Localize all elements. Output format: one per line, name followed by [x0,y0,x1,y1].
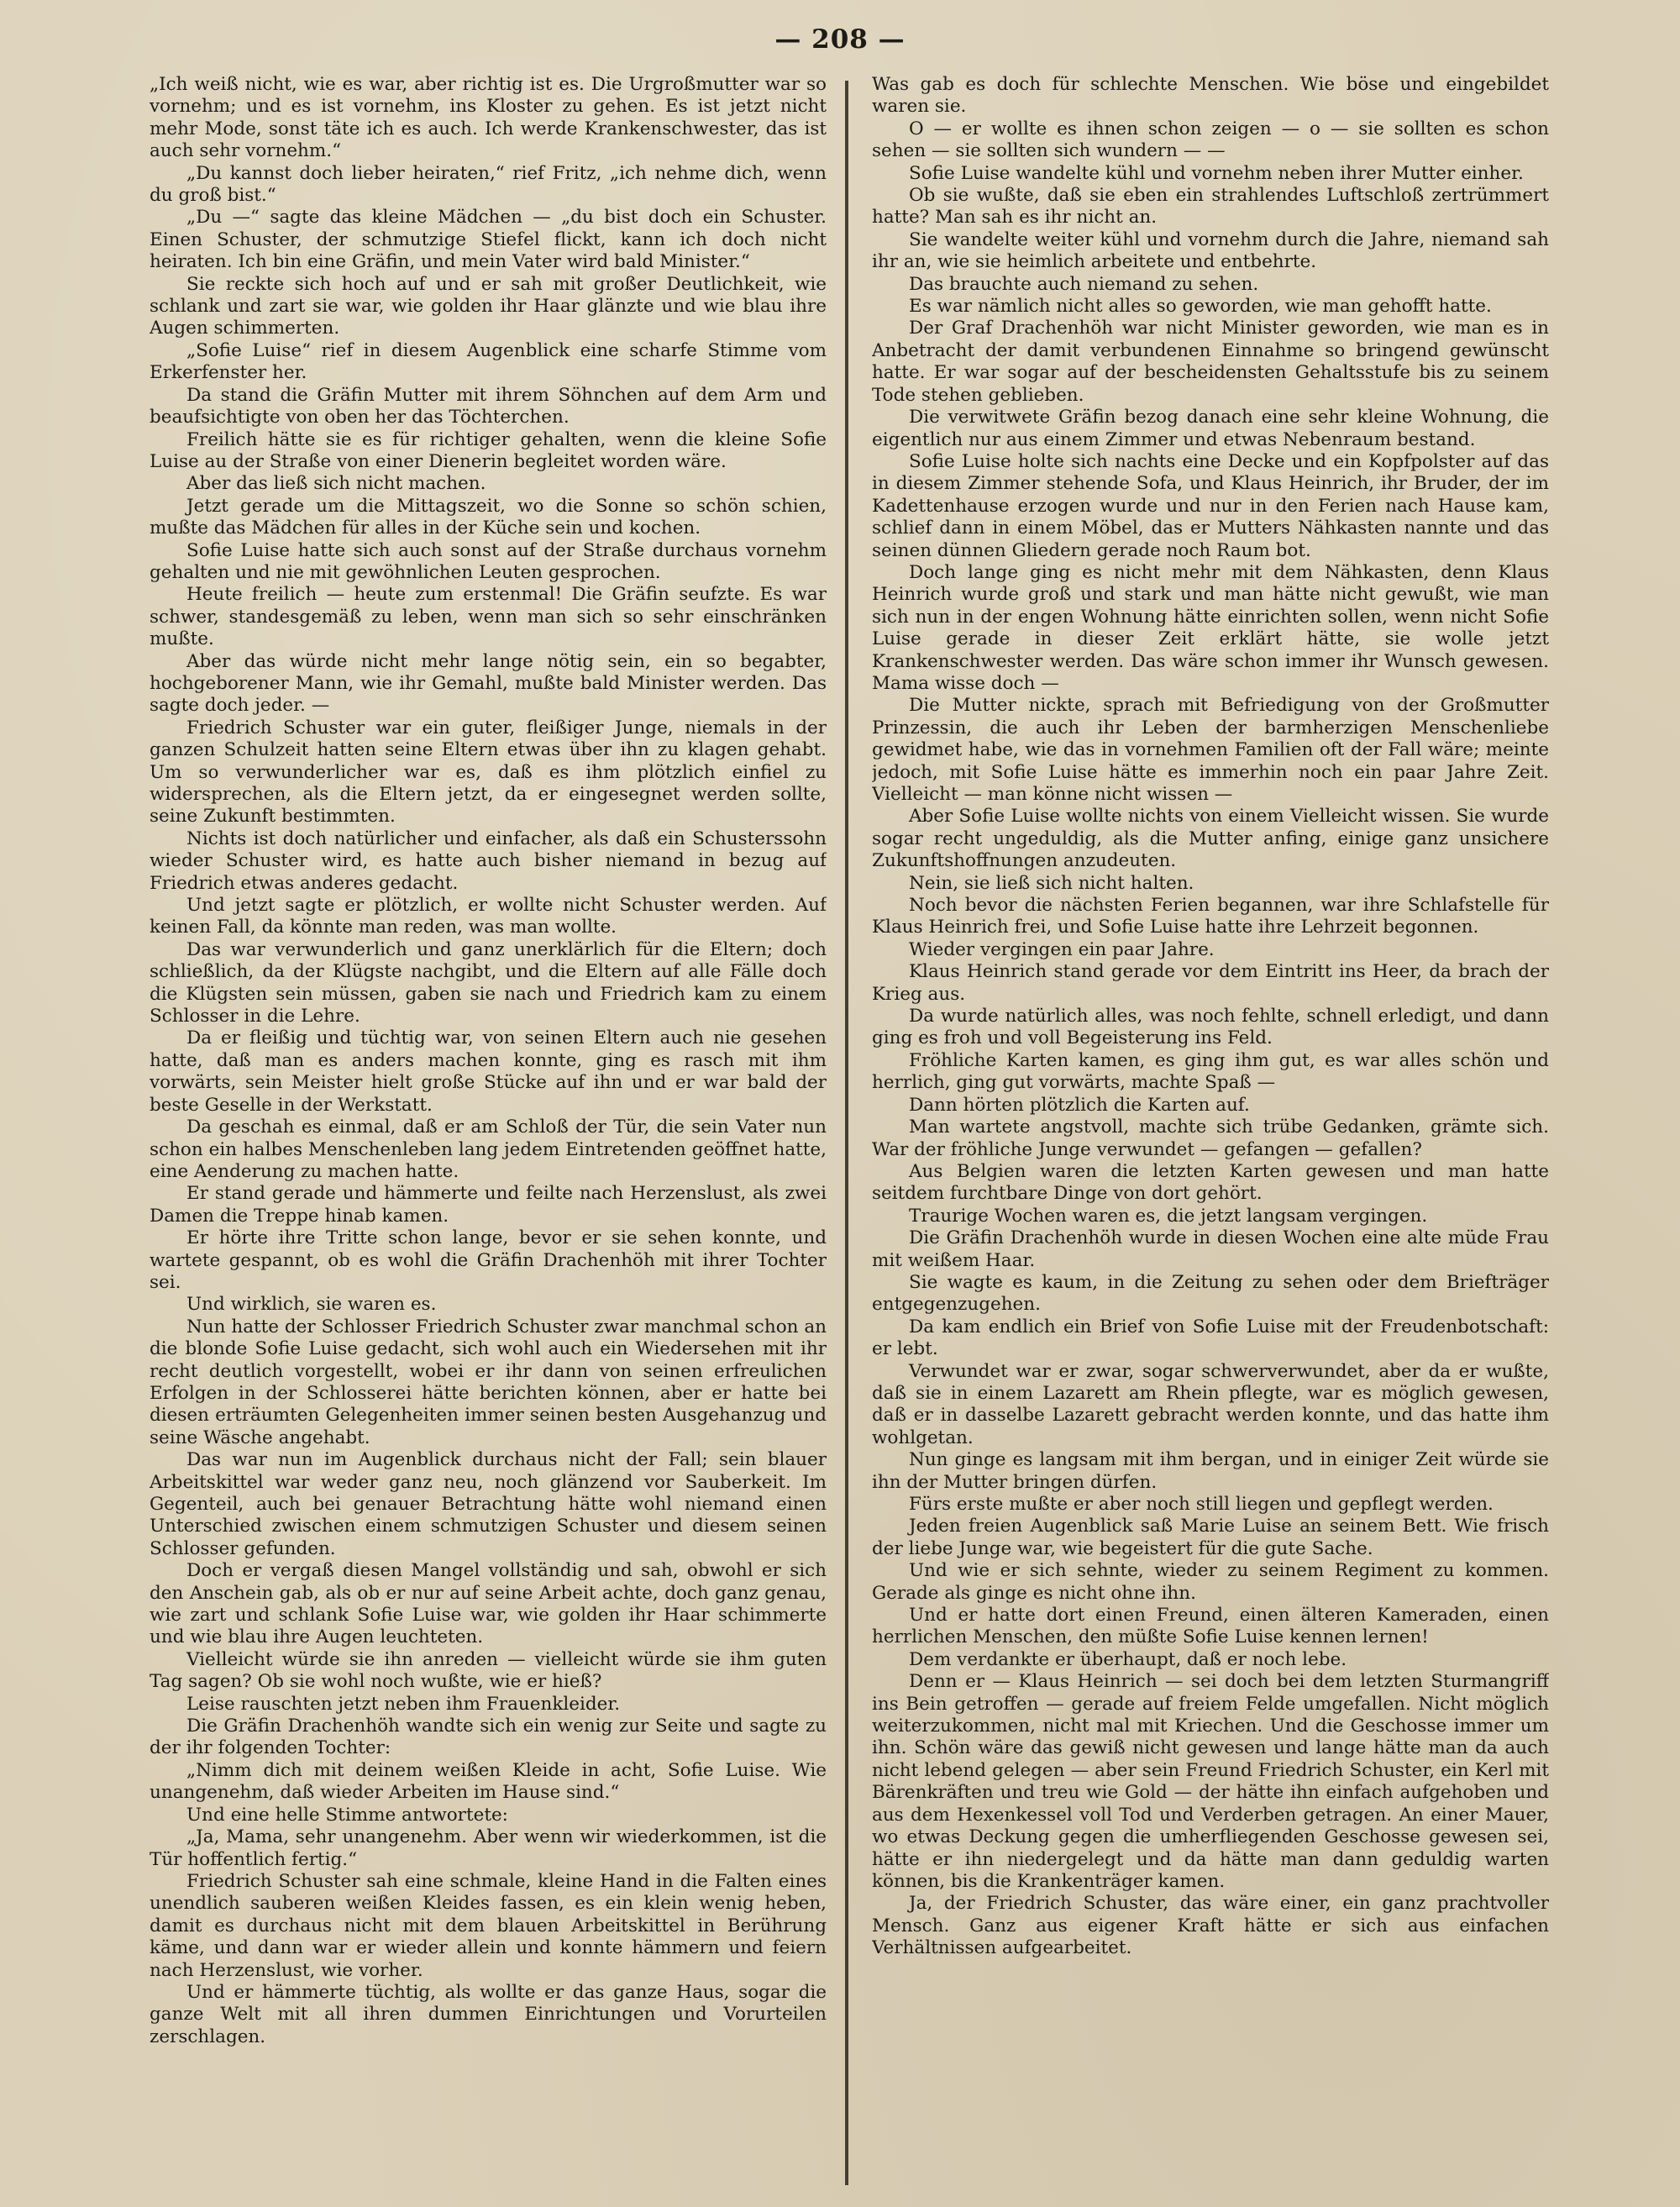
paragraph: Aber das ließ sich nicht machen. [186,473,486,495]
paragraph: Dann hörten plötzlich die Karten auf. [909,1094,1250,1116]
paragraph: Das war nun im Augenblick durchaus nicht der Fall; sein blauer Arbeitskittel war weder ganz neu, noch glänzend vor Sauberkeit. Im Gegenteil, auch bei genauer Betrachtung hätte wohl niemand einen Unterschied zwischen einem schmutzigen Schuster und diesem seinen Schlosser gefunden. [150,1449,827,1559]
paragraph: Sie reckte sich hoch auf und er sah mit großer Deutlichkeit, wie schlank und zart sie war, wie golden ihr Haar glänzte und wie blau ihre Augen schimmerten. [150,273,827,339]
paragraph: Was gab es doch für schlechte Menschen. Wie böse und eingebildet waren sie. [872,74,1549,118]
paragraph: Und er hämmerte tüchtig, als wollte er das ganze Haus, sogar die ganze Welt mit all ihren dummen Einrichtungen und Vorurteilen zerschlagen. [150,1981,827,2047]
paragraph: Sofie Luise hatte sich auch sonst auf der Straße durchaus vornehm gehalten und nie mit gewöhnlichen Leuten gesprochen. [150,539,827,583]
paragraph: Doch er vergaß diesen Mangel vollständig und sah, obwohl er sich den Anschein gab, als ob er nur auf seine Arbeit achte, doch ganz genau, wie zart und schlank Sofie Luise war, wie golden ihr Haar schimmerte und wie blau ihre Augen leuchteten. [150,1560,827,1648]
paragraph: „Nimm dich mit deinem weißen Kleide in acht, Sofie Luise. Wie unangenehm, daß wieder Arbeiten im Hause sind.“ [150,1759,827,1804]
paragraph: Aus Belgien waren die letzten Karten gewesen und man hatte seitdem furchtbare Dinge von dort gehört. [872,1160,1549,1205]
paragraph: Da er fleißig und tüchtig war, von seinen Eltern auch nie gesehen hatte, daß man es anders machen konnte, ging es rasch mit ihm vorwärts, sein Meister hielt große Stücke auf ihn und er war bald der beste Geselle in der Werkstatt. [150,1027,827,1116]
paragraph: Die Gräfin Drachenhöh wurde in diesen Wochen eine alte müde Frau mit weißem Haar. [872,1227,1549,1271]
paragraph: Sofie Luise wandelte kühl und vornehm neben ihrer Mutter einher. [909,162,1524,184]
paragraph: Er hörte ihre Tritte schon lange, bevor er sie sehen konnte, und wartete gespannt, ob es wohl die Gräfin Drachenhöh mit ihrer Tochter sei. [150,1227,827,1293]
paragraph: Das war verwunderlich und ganz unerklärlich für die Eltern; doch schließlich, da der Klügste nachgibt, und die Eltern auf alle Fälle doch die Klügsten sein müssen, gaben sie nach und Friedrich kam zu einem Schlosser in die Lehre. [150,938,827,1027]
paragraph: Und er hatte dort einen Freund, einen älteren Kameraden, einen herrlichen Menschen, den müßte Sofie Luise kennen lernen! [872,1605,1549,1648]
paragraph: Friedrich Schuster sah eine schmale, kleine Hand in die Falten eines unendlich sauberen weißen Kleides fassen, es ein klein wenig heben, damit es durchaus nicht mit dem blauen Arbeitskittel in Berührung käme, und dann war er wieder allein und konnte hämmern und feiern nach Herzenslust, wie vorher. [150,1870,827,1981]
paragraph: Aber das würde nicht mehr lange nötig sein, ein so begabter, hochgeborener Mann, wie ihr Gemahl, mußte bald Minister werden. Das sagte doch jeder. — [150,650,827,717]
paragraph: Friedrich Schuster war ein guter, fleißiger Junge, niemals in der ganzen Schulzeit hatten seine Eltern etwas über ihn zu klagen gehabt. Um so verwunderlicher war es, daß es ihm plötzlich einfiel zu widersprechen, als die Eltern jetzt, da er eingesegnet werden sollte, seine Zukunft bestimmten. [150,717,827,828]
paragraph: Die verwitwete Gräfin bezog danach eine sehr kleine Wohnung, die eigentlich nur aus einem Zimmer und etwas Nebenraum bestand. [872,407,1549,450]
paragraph: „Ich weiß nicht, wie es war, aber richtig ist es. Die Urgroßmutter war so vornehm; und es ist vornehm, ins Kloster zu gehen. Es ist jetzt nicht mehr Mode, sonst täte ich es auch. Ich werde Krankenschwester, das ist auch sehr vornehm.“ [150,74,827,162]
paragraph: Vielleicht würde sie ihn anreden — vielleicht würde sie ihm guten Tag sagen? Ob sie wohl noch wußte, wie er hieß? [150,1648,827,1693]
paragraph: Heute freilich — heute zum erstenmal! Die Gräfin seufzte. Es war schwer, standesgemäß zu leben, wenn man sich so sehr einschränken mußte. [150,584,827,650]
column-divider [845,81,848,2185]
paragraph: Jetzt gerade um die Mittagszeit, wo die Sonne so schön schien, mußte das Mädchen für alles in der Küche sein und kochen. [150,495,827,539]
paragraph: Nun hatte der Schlosser Friedrich Schuster zwar manchmal schon an die blonde Sofie Luise gedacht, sich wohl auch ein Wiedersehen mit ihr recht deutlich vorgestellt, wobei er ihr dann von seinen erfreulichen Erfolgen in der Schlosserei hätte berichten können, aber er hatte bei diesen erträumten Gelegenheiten immer seinen besten Ausgehanzug und seine Wäsche angehabt. [150,1316,827,1448]
paragraph: Klaus Heinrich stand gerade vor dem Eintritt ins Heer, da brach der Krieg aus. [872,961,1549,1005]
paragraph: Wieder vergingen ein paar Jahre. [909,938,1215,960]
paragraph: Ja, der Friedrich Schuster, das wäre einer, ein ganz prachtvoller Mensch. Ganz aus eigener Kraft hätte er sich aus einfachen Verhältnissen aufgearbeitet. [872,1893,1549,1959]
paragraph: Da geschah es einmal, daß er am Schloß der Tür, die sein Vater nun schon ein halbes Menschenleben lang jedem Eintretenden geöffnet hatte, eine Aenderung zu machen hatte. [150,1117,827,1182]
paragraph: Ob sie wußte, daß sie eben ein strahlendes Luftschloß zertrümmert hatte? Man sah es ihr nicht an. [872,185,1549,229]
paragraph: „Sofie Luise“ rief in diesem Augenblick eine scharfe Stimme vom Erkerfenster her. [150,339,827,384]
paragraph: „Ja, Mama, sehr unangenehm. Aber wenn wir wiederkommen, ist die Tür hoffentlich fertig.“ [150,1826,827,1870]
paragraph: Fürs erste mußte er aber noch still liegen und gepflegt werden. [909,1494,1494,1515]
paragraph: Sie wagte es kaum, in die Zeitung zu sehen oder dem Briefträger entgegenzugehen. [872,1271,1549,1316]
left-text-column [150,74,827,2174]
paragraph: O — er wollte es ihnen schon zeigen — o — sie sollten es schon sehen — sie sollten sich wundern — — [872,118,1549,162]
paragraph: Doch lange ging es nicht mehr mit dem Nähkasten, denn Klaus Heinrich wurde groß und stark und man hätte nicht gewußt, wie man sich nun in der engen Wohnung hätte einrichten sollen, wenn nicht Sofie Luise gerade in dieser Zeit erklärt hätte, sie wolle jetzt Krankenschwester werden. Das wäre schon immer ihr Wunsch gewesen. Mama wisse doch — [872,561,1549,694]
paragraph: Es war nämlich nicht alles so geworden, wie man gehofft hatte. [909,296,1492,318]
paragraph: Und jetzt sagte er plötzlich, er wollte nicht Schuster werden. Auf keinen Fall, da könnte man reden, was man wollte. [150,895,827,938]
paragraph: Und eine helle Stimme antwortete: [186,1804,508,1826]
paragraph: Das brauchte auch niemand zu sehen. [909,273,1259,295]
paragraph: Aber Sofie Luise wollte nichts von einem Vielleicht wissen. Sie wurde sogar recht ungeduldig, als die Mutter anfing, einige ganz unsichere Zukunftshoffnungen anzudeuten. [872,806,1549,872]
paragraph: Die Gräfin Drachenhöh wandte sich ein wenig zur Seite und sagte zu der ihr folgenden Tochter: [150,1716,827,1759]
paragraph: Fröhliche Karten kamen, es ging ihm gut, es war alles schön und herrlich, ging gut vorwärts, machte Spaß — [872,1049,1549,1094]
paragraph: „Du —“ sagte das kleine Mädchen — „du bist doch ein Schuster. Einen Schuster, der schmutzige Stiefel flickt, kann ich doch nicht heiraten. Ich bin eine Gräfin, und mein Vater wird bald Minister.“ [150,207,827,273]
paragraph: Und wirklich, sie waren es. [186,1294,437,1316]
paragraph: Man wartete angstvoll, machte sich trübe Gedanken, grämte sich. War der fröhliche Junge verwundet — gefangen — gefallen? [872,1117,1549,1160]
paragraph: Traurige Wochen waren es, die jetzt langsam vergingen. [909,1205,1428,1227]
paragraph: Verwundet war er zwar, sogar schwerverwundet, aber da er wußte, daß sie in einem Lazarett am Rhein pflegte, war es möglich gewesen, daß er in dasselbe Lazarett gebracht werden konnte, und das hatte ihm wohlgetan. [872,1360,1549,1448]
right-text-column [872,74,1549,2174]
paragraph: Da kam endlich ein Brief von Sofie Luise mit der Freudenbotschaft: er lebt. [872,1316,1549,1360]
paragraph: Noch bevor die nächsten Ferien begannen, war ihre Schlafstelle für Klaus Heinrich frei, und Sofie Luise hatte ihre Lehrzeit begonnen. [872,895,1549,938]
paragraph: Sie wandelte weiter kühl und vornehm durch die Jahre, niemand sah ihr an, wie sie heimlich arbeitete und entbehrte. [872,229,1549,273]
paragraph: Nichts ist doch natürlicher und einfacher, als daß ein Schusterssohn wieder Schuster wird, es hatte auch bisher niemand in bezug auf Friedrich etwas anderes gedacht. [150,828,827,894]
paragraph: Da wurde natürlich alles, was noch fehlte, schnell erledigt, und dann ging es froh und voll Begeisterung ins Feld. [872,1006,1549,1049]
paragraph: „Du kannst doch lieber heiraten,“ rief Fritz, „ich nehme dich, wenn du groß bist.“ [150,162,827,207]
paragraph: Die Mutter nickte, sprach mit Befriedigung von der Großmutter Prinzessin, die auch ihr Leben der barmherzigen Menschenliebe gewidmet habe, wie das in vornehmen Familien oft der Fall wäre; meinte jedoch, mit Sofie Luise hätte es immerhin noch ein paar Jahre Zeit. Vielleicht — man könne nicht wissen — [872,695,1549,805]
paragraph: Freilich hätte sie es für richtiger gehalten, wenn die kleine Sofie Luise au der Straße von einer Dienerin begleitet worden wäre. [150,428,827,472]
paragraph: Der Graf Drachenhöh war nicht Minister geworden, wie man es in Anbetracht der damit verbundenen Einnahme so bringend gewünscht hatte. Er war sogar auf der bescheidensten Gehaltsstufe bis zu seinem Tode stehen geblieben. [872,318,1549,406]
paragraph: Und wie er sich sehnte, wieder zu seinem Regiment zu kommen. Gerade als ginge es nicht ohne ihn. [872,1560,1549,1604]
paragraph: Nun ginge es langsam mit ihm bergan, und in einiger Zeit würde sie ihn der Mutter bringen dürfen. [872,1449,1549,1493]
paragraph: Nein, sie ließ sich nicht halten. [909,872,1194,894]
paragraph: Da stand die Gräfin Mutter mit ihrem Söhnchen auf dem Arm und beaufsichtigte von oben her das Töchterchen. [150,384,827,428]
paragraph: Sofie Luise holte sich nachts eine Decke und ein Kopfpolster auf das in diesem Zimmer stehende Sofa, und Klaus Heinrich, ihr Bruder, der im Kadettenhause erzogen wurde und nur in den Ferien nach Hause kam, schlief dann in einem Möbel, das er Mutters Nähkasten nannte und das seinen dünnen Gliedern gerade noch Raum bot. [872,450,1549,561]
page-number: — 208 — [774,24,906,55]
paragraph: Dem verdankte er überhaupt, daß er noch lebe. [909,1648,1347,1670]
paragraph: Leise rauschten jetzt neben ihm Frauenkleider. [186,1693,621,1715]
paragraph: Denn er — Klaus Heinrich — sei doch bei dem letzten Sturmangriff ins Bein getroffen — gerade auf freiem Felde umgefallen. Nicht möglich weiterzukommen, nicht mal mit Kriechen. Und die Geschosse immer um ihn. Schön wäre das gewiß nicht gewesen und lange hätte man da auch nicht lebend gelegen — aber sein Freund Friedrich Schuster, ein Kerl mit Bärenkräften und treu wie Gold — der hätte ihn einfach aufgehoben und aus dem Hexenkessel voll Tod und Verderben getragen. An einer Mauer, wo etwas Deckung gegen die umherfliegenden Geschosse gewesen sei, hätte er ihn niedergelegt und da hätte man dann geduldig warten können, bis die Krankenträger kamen. [872,1671,1549,1892]
paragraph: Jeden freien Augenblick saß Marie Luise an seinem Bett. Wie frisch der liebe Junge war, wie begeistert für die gute Sache. [872,1516,1549,1559]
paragraph: Er stand gerade und hämmerte und feilte nach Herzenslust, als zwei Damen die Treppe hinab kamen. [150,1183,827,1227]
